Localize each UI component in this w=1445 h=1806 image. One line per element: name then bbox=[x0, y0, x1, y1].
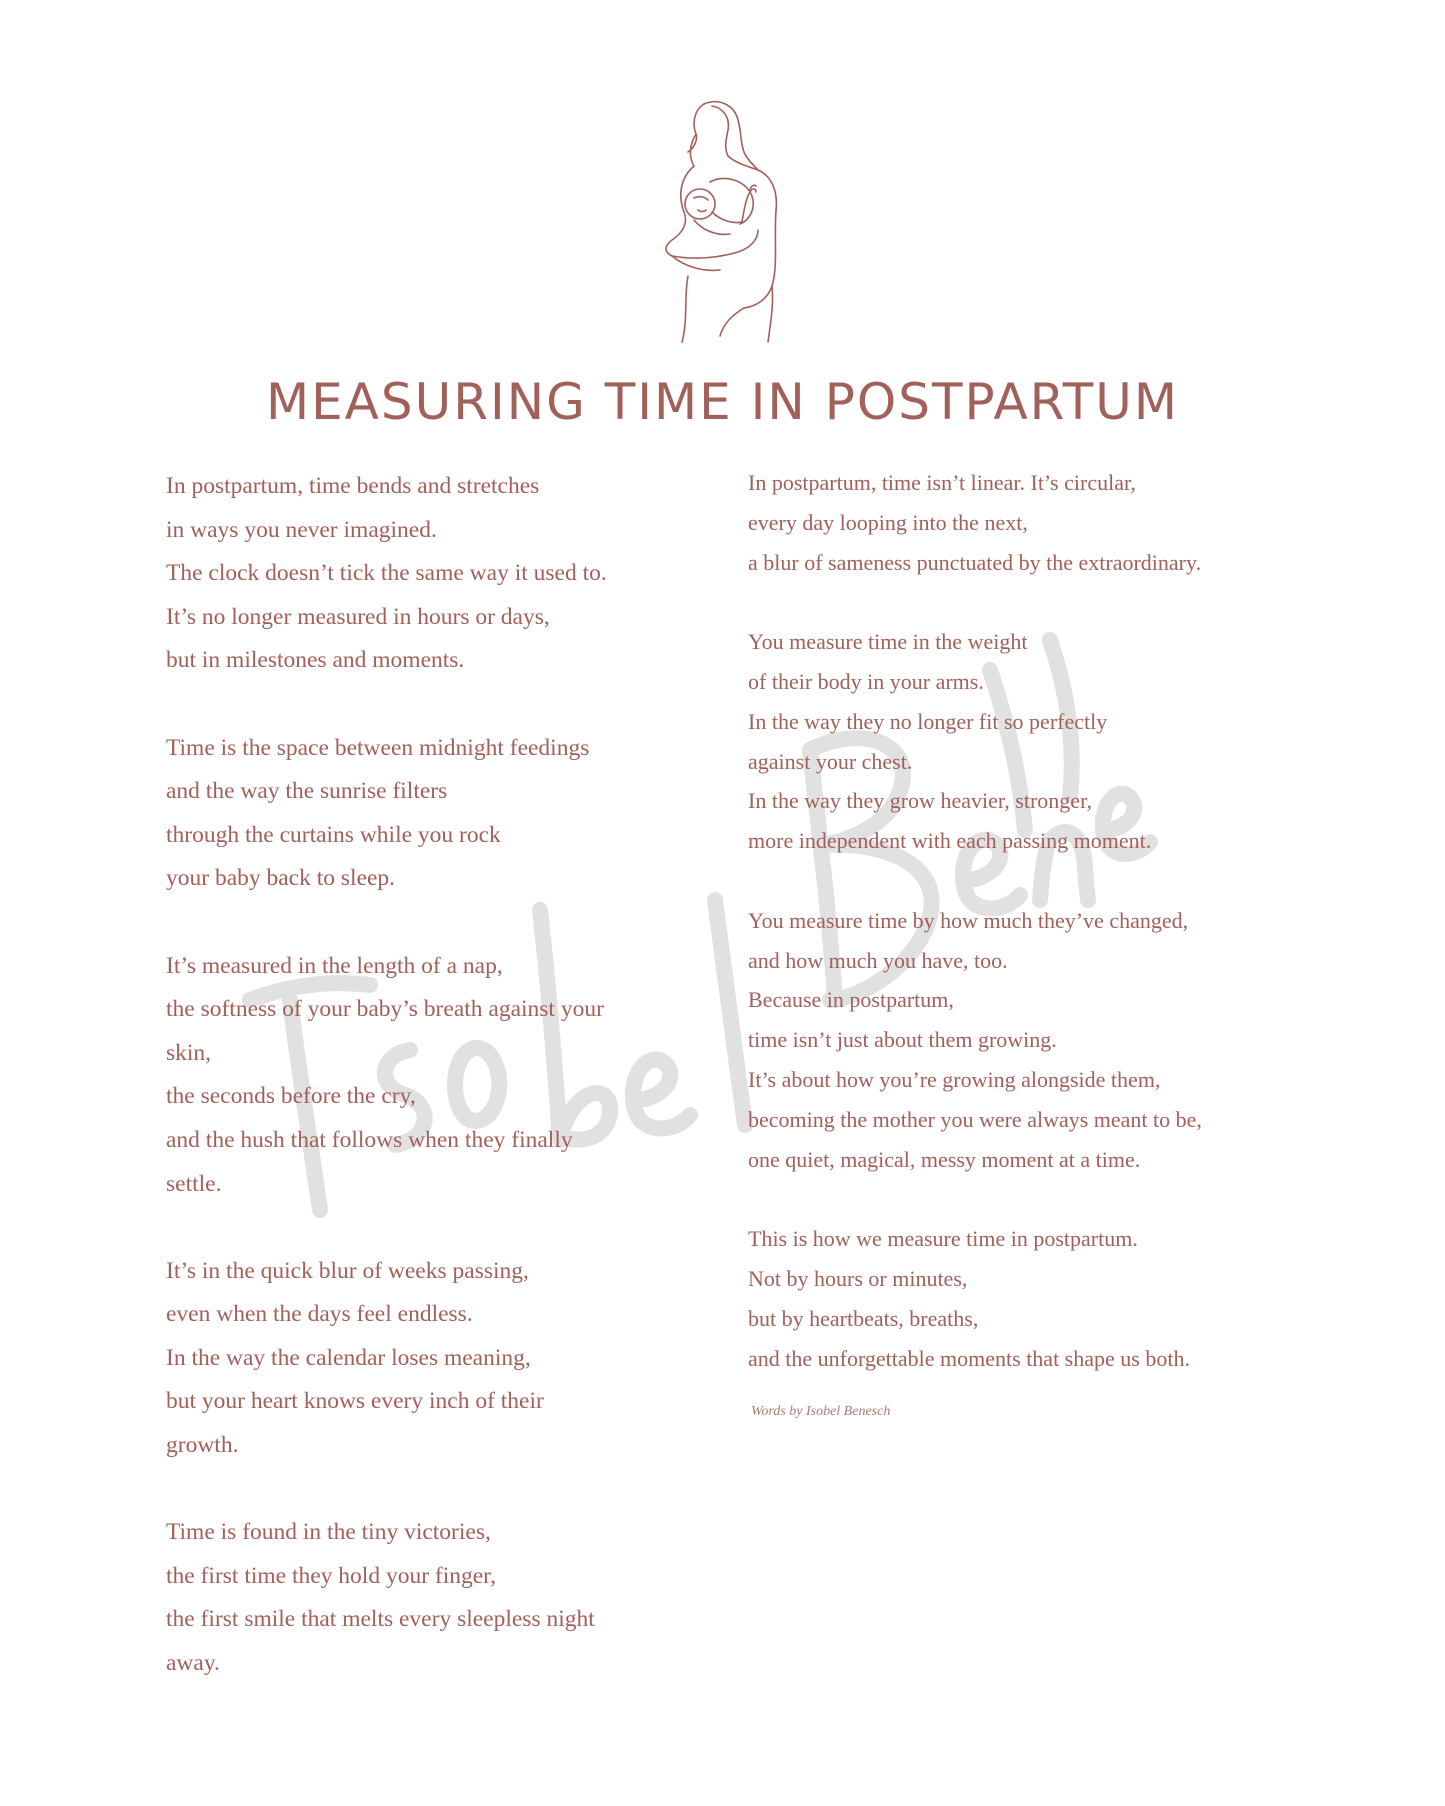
poem-line: It’s about how you’re growing alongside them, bbox=[748, 1066, 1161, 1092]
poem-stanza bbox=[748, 463, 1288, 582]
poem-stanza bbox=[166, 1250, 666, 1468]
poem-stanza bbox=[166, 945, 666, 1207]
poem-line: In the way they no longer fit so perfectly bbox=[748, 708, 1108, 734]
poem-line: In the way they grow heavier, stronger, bbox=[748, 788, 1093, 814]
poem-line: Because in postpartum, bbox=[748, 987, 954, 1013]
poem-line: In postpartum, time isn’t linear. It’s circular, bbox=[748, 470, 1136, 495]
poem-line: It’s in the quick blur of weeks passing, bbox=[166, 1257, 529, 1284]
poem-line: You measure time in the weight bbox=[748, 629, 1028, 655]
poem-line: Not by hours or minutes, bbox=[748, 1265, 968, 1291]
poem-line: In postpartum, time bends and stretches bbox=[166, 473, 540, 499]
poem-line: the softness of your baby’s breath against your bbox=[166, 996, 604, 1023]
poem-line: against your chest. bbox=[748, 748, 913, 774]
poem-line: and the unforgettable moments that shape us both. bbox=[748, 1345, 1190, 1371]
poem-line: the first smile that melts every sleepless night bbox=[166, 1606, 595, 1633]
poem-line: more independent with each passing moment. bbox=[748, 828, 1152, 854]
poem-line: time isn’t just about them growing. bbox=[748, 1027, 1057, 1053]
poem-stanza bbox=[748, 1219, 1288, 1378]
poem-line: a blur of sameness punctuated by the extraordinary. bbox=[748, 549, 1202, 575]
poem-line: settle. bbox=[166, 1170, 222, 1197]
poem-line: Time is found in the tiny victories, bbox=[166, 1519, 491, 1546]
poem-line: growth. bbox=[166, 1432, 239, 1459]
poem-line: and how much you have, too. bbox=[748, 947, 1008, 973]
poem-left-column bbox=[166, 465, 666, 1686]
poem-line: but in milestones and moments. bbox=[166, 647, 465, 674]
poem-line: Time is the space between midnight feedings bbox=[166, 734, 590, 761]
poem-line: in ways you never imagined. bbox=[166, 516, 437, 543]
poem-stanza bbox=[166, 1511, 666, 1685]
poem-line: but your heart knows every inch of their bbox=[166, 1388, 544, 1415]
poem-line: the first time they hold your finger, bbox=[166, 1562, 496, 1589]
poem-line: skin, bbox=[166, 1039, 212, 1066]
poem-line: one quiet, magical, messy moment at a time. bbox=[748, 1146, 1141, 1172]
poem-line: your baby back to sleep. bbox=[166, 865, 396, 892]
poem-line: You measure time by how much they’ve changed, bbox=[748, 907, 1189, 933]
poem-stanza bbox=[748, 622, 1288, 861]
poem-right-column bbox=[748, 463, 1288, 1378]
poem-line: every day looping into the next, bbox=[748, 509, 1028, 535]
poem-line: This is how we measure time in postpartum. bbox=[748, 1226, 1138, 1252]
poem-stanza bbox=[166, 465, 666, 683]
page-title: MEASURING TIME IN POSTPARTUM bbox=[265, 373, 1180, 431]
poem-line: of their body in your arms. bbox=[748, 668, 984, 694]
poem-line: In the way the calendar loses meaning, bbox=[166, 1344, 531, 1371]
poem-line: The clock doesn’t tick the same way it used to. bbox=[166, 560, 607, 587]
poem-stanza bbox=[166, 727, 666, 901]
poem-line: It’s no longer measured in hours or days, bbox=[166, 603, 550, 630]
poem-line: away. bbox=[166, 1650, 220, 1677]
poem-line: the seconds before the cry, bbox=[166, 1083, 416, 1110]
poem-line: and the way the sunrise filters bbox=[166, 778, 448, 805]
poem-stanza bbox=[748, 901, 1288, 1180]
mother-breastfeeding-line-art-icon bbox=[654, 100, 794, 345]
author-credit: Words by Isobel Benesch bbox=[751, 1404, 891, 1419]
poem-line: through the curtains while you rock bbox=[166, 821, 501, 848]
poem-line: and the hush that follows when they finally bbox=[166, 1126, 573, 1153]
poem-line: becoming the mother you were always meant to be, bbox=[748, 1106, 1202, 1132]
poem-line: It’s measured in the length of a nap, bbox=[166, 952, 503, 979]
poem-line: even when the days feel endless. bbox=[166, 1301, 473, 1328]
poem-line: but by heartbeats, breaths, bbox=[748, 1305, 979, 1331]
